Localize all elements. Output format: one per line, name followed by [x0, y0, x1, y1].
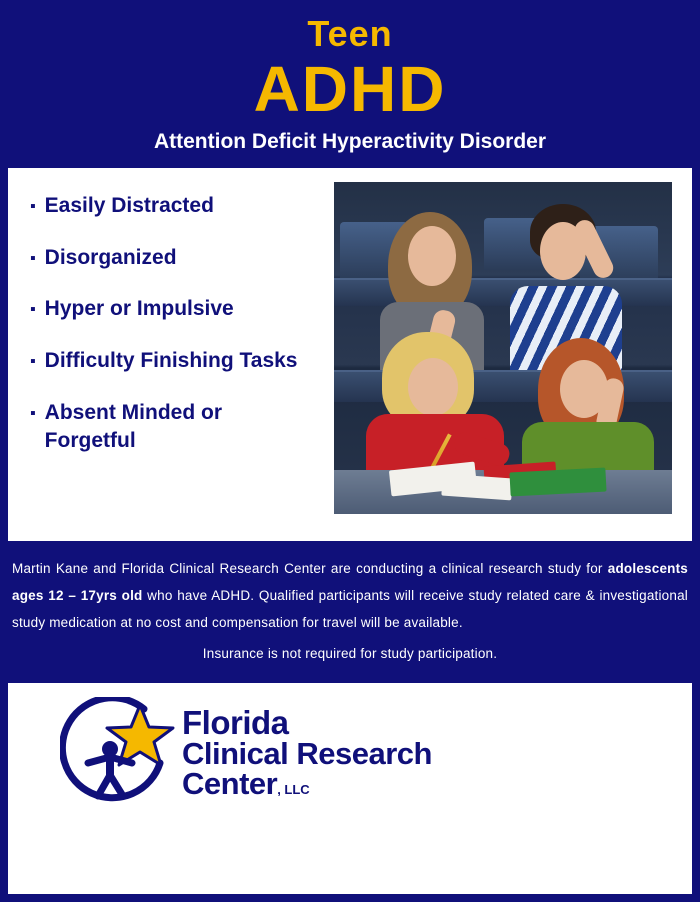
bullet-icon: ▪	[30, 301, 36, 319]
photo-paper	[441, 474, 512, 501]
study-text-part2: who have ADHD. Qualified participants will receive study related care & investigational study medication at no cost and compensation for travel will be available.	[12, 587, 688, 630]
insurance-note: Insurance is not required for study participation.	[202, 645, 498, 661]
list-item	[30, 399, 318, 454]
classroom-photo	[334, 182, 672, 514]
eligibility-highlight: adolescents ages 12 – 17yrs old	[12, 560, 688, 603]
logo-line-1: Florida	[182, 703, 289, 741]
header-eyebrow: Teen	[307, 13, 393, 54]
logo-suffix: , LLC	[277, 781, 310, 797]
logo-line-3-text: Center	[182, 765, 278, 801]
bullet-icon: ▪	[30, 197, 36, 215]
logo-line-3	[182, 765, 432, 801]
company-logo	[60, 697, 432, 809]
symptom-label: Easily Distracted	[44, 193, 214, 217]
symptom-list	[18, 182, 318, 531]
header-subtitle: Attention Deficit Hyperactivity Disorder	[153, 129, 547, 153]
list-item	[30, 244, 318, 272]
list-item	[30, 192, 318, 220]
list-item	[30, 295, 318, 323]
symptom-label: Difficulty Finishing Tasks	[44, 349, 298, 373]
study-description	[0, 541, 700, 683]
logo-mark-icon	[60, 697, 178, 809]
photo-head	[408, 226, 456, 286]
logo-wordmark	[182, 703, 432, 801]
photo-head	[408, 358, 458, 416]
flyer-footer	[8, 683, 692, 894]
symptom-label: Hyper or Impulsive	[44, 297, 234, 321]
bullet-icon: ▪	[30, 404, 36, 422]
bullet-icon: ▪	[30, 353, 36, 371]
flyer-header	[0, 0, 700, 168]
photo-green-folder	[509, 467, 606, 496]
logo-line-2: Clinical Research	[182, 735, 432, 771]
list-item	[30, 347, 318, 375]
page-title: ADHD	[253, 52, 447, 125]
symptom-label: Absent Minded or Forgetful	[44, 400, 223, 452]
content-panel	[8, 168, 692, 541]
study-paragraph	[12, 555, 688, 636]
study-text-part1: Martin Kane and Florida Clinical Research Center are conducting a clinical research study for	[12, 560, 608, 576]
symptom-label: Disorganized	[44, 245, 177, 269]
bullet-icon: ▪	[30, 249, 36, 267]
